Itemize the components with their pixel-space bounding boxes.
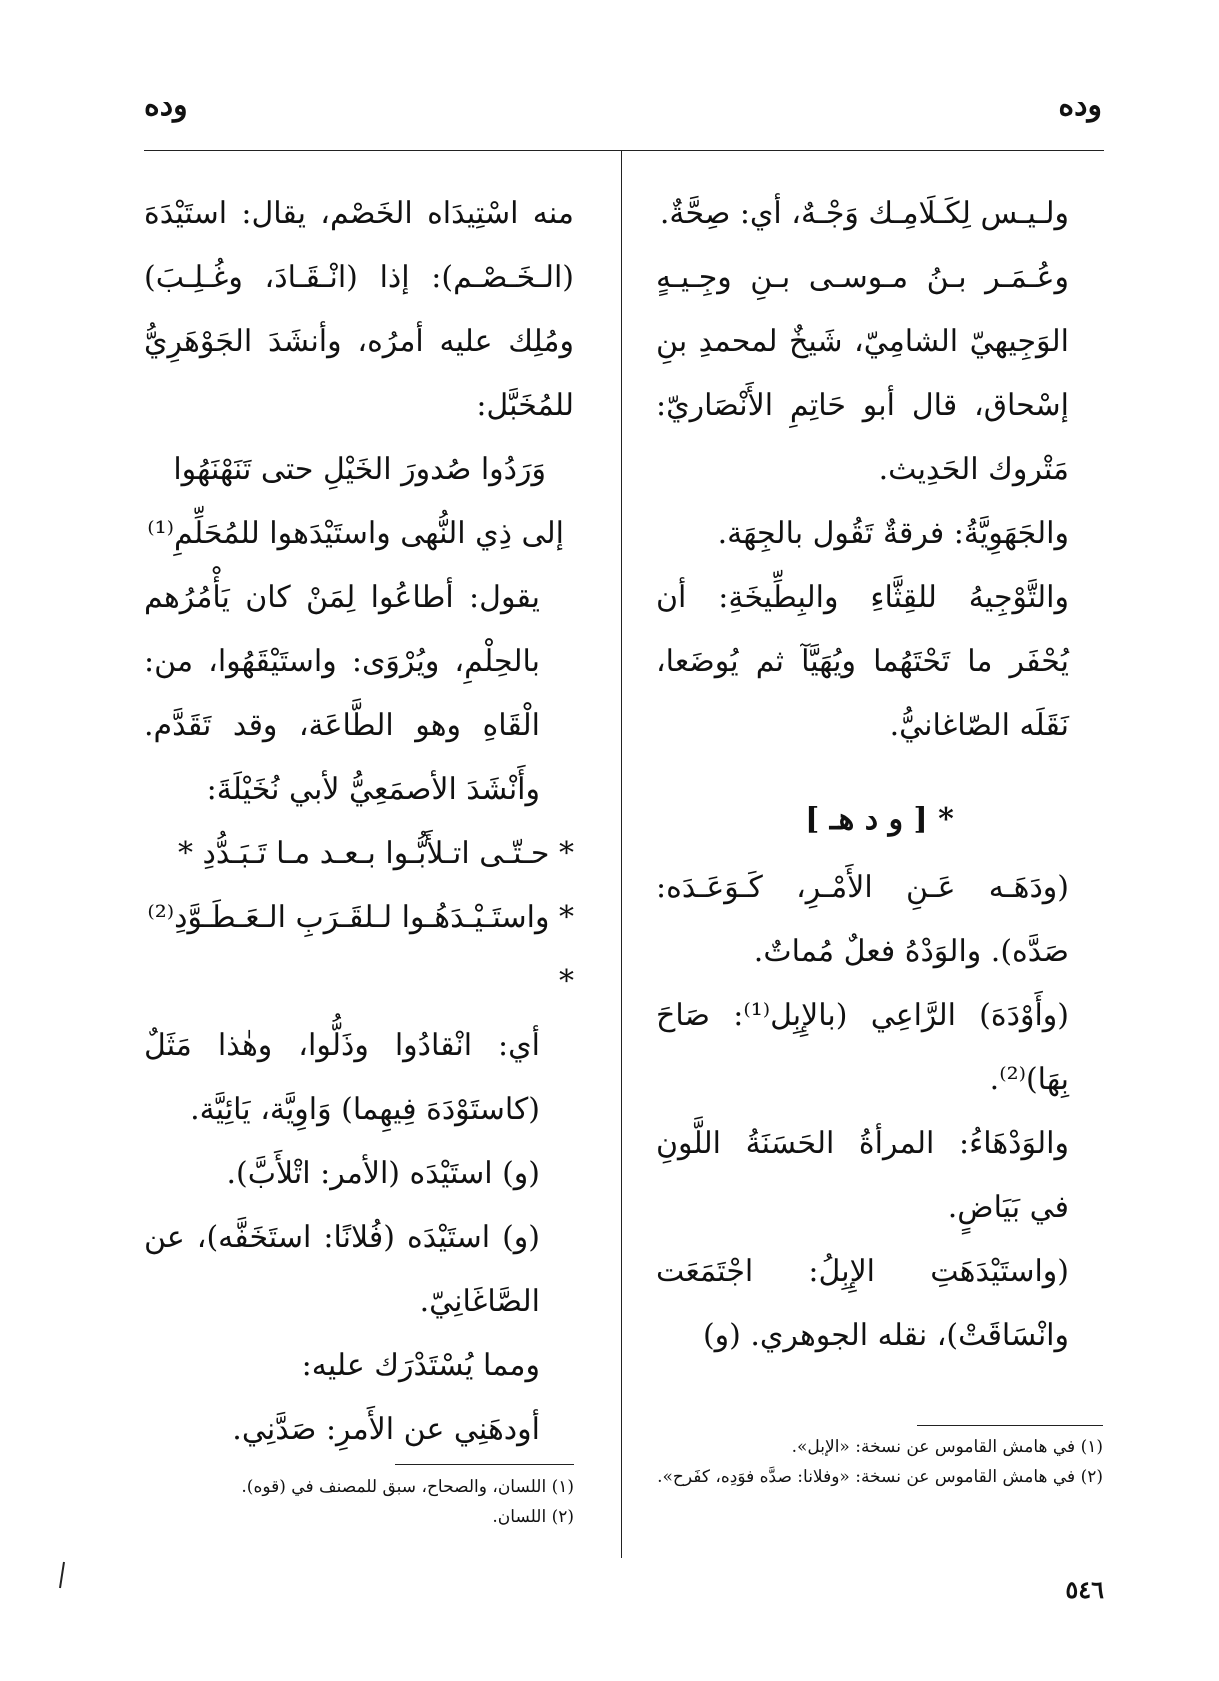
footnote: (٢) اللسان. — [492, 1507, 574, 1527]
paragraph: (واستَيْدَهَتِ الإِبِلُ: اجْتَمَعَت وانْسَاقَتْ)، نقله الجوهري. (و) — [656, 1254, 1069, 1353]
footnotes-left — [144, 1472, 574, 1532]
verse-line: وَرَدُوا صُدورَ الخَيْلِ حتى تَنَهْنَهُوا — [173, 452, 546, 487]
page-number: ٥٤٦ — [1065, 1575, 1104, 1604]
paragraph: يقول: أطاعُوا لِمَنْ كان يَأْمُرُهم بالحِلْمِ، ويُرْوَى: واستَيْقَهُوا، من: الْقَاهِ وهو الطَّاعَة، وقد تَقَدَّم. وأَنْشَدَ الأصمَعِيُّ لأبي نُخَيْلَةَ: — [144, 580, 540, 807]
paragraph: منه اسْتِيدَاه الخَصْم، يقال: استَيْدَهَ (الـخَـصْـم): إذا (انْـقَـادَ، وغُـلِـبَ) ومُلِك عليه أمرُه، وأنشَدَ الجَوْهَرِيُّ للمُخَبَّل: — [144, 196, 574, 423]
paragraph: ولـيـس لِكَـلَامِـك وَجْـهٌ، أي: صِحَّةٌ. — [659, 196, 1069, 231]
right-column — [656, 182, 1103, 1368]
column-divider — [621, 150, 622, 1558]
footnote: (١) في هامش القاموس عن نسخة: «الإبل». — [791, 1437, 1103, 1457]
rajaz-line: * حـتّـى اتـلأَبُّـوا بـعـد مـا تَـبَـدُّدِ * — [178, 836, 574, 871]
paragraph: (ودَهَـه عَـنِ الأَمْـرِ، كَـوَعَـدَه: صَدَّه). والوَدْهُ فعلٌ مُماتٌ. — [656, 870, 1069, 969]
paragraph: ومما يُسْتَدْرَك عليه: — [301, 1348, 540, 1383]
paragraph: (وأَوْدَهَ) الرَّاعِي (بالإِبِل⁽¹⁾: صَاحَ بِهَا)⁽²⁾. — [656, 998, 1069, 1097]
footnote: (١) اللسان، والصحاح، سبق للمصنف في (قوه). — [241, 1477, 574, 1497]
paragraph: والوَدْهَاءُ: المرأةُ الحَسَنَةُ اللَّونِ في بَيَاضٍ. — [656, 1126, 1069, 1225]
running-head-left: وده — [144, 88, 188, 123]
running-head-right: وده — [1058, 88, 1102, 123]
rajaz-line: * واستَـيْـدَهُـوا لـلقَـرَبِ الـعَـطَـوَّدِ⁽²⁾ * — [147, 900, 574, 999]
paragraph: والجَهَوِيَّةُ: فرقةٌ تَقُول بالجِهَة. — [717, 516, 1069, 551]
paragraph: وعُـمَـر بـنُ مـوسـى بـنِ وجِـيـهٍ الوَجِيهيّ الشامِيّ، شَيخٌ لمحمدِ بنِ إسْحاق، قال أبو حَاتِمِ الأَنْصَاريّ: مَتْروك الحَدِيث. — [656, 260, 1069, 487]
paragraph: أي: انْقادُوا وذَلُّوا، وهٰذا مَثَلٌ (كاستَوْدَهَ فِيهِما) وَاوِيَّة، يَائِيَّة. — [144, 1028, 540, 1127]
entry-title: * [ و د هـ ] — [805, 802, 954, 837]
verse-line: إلى ذِي النُّهى واستَيْدَهوا للمُحَلِّمِ⁽¹⁾ — [147, 516, 564, 551]
paragraph: أودهَنِي عن الأَمرِ: صَدَّنِي. — [232, 1412, 540, 1447]
footnote-rule-left — [395, 1464, 574, 1465]
header-rule — [144, 150, 1104, 151]
paragraph: والتَّوْجِيهُ للقِثَّاءِ والبِطِّيخَةِ: أن يُحْفَر ما تَحْتَهُما ويُهَيَّآ ثم يُوضَعا، نَقَلَه الصّاغانيُّ. — [656, 580, 1069, 743]
footnote-rule-right — [917, 1425, 1103, 1426]
paragraph: (و) استَيْدَه (فُلانًا: استَخَفَّه)، عن الصَّاغَانِيّ. — [144, 1220, 540, 1319]
footnote: (٢) في هامش القاموس عن نسخة: «وفلانا: صدَّه فوَدِه، كفَرح». — [657, 1467, 1103, 1487]
paragraph: (و) استَيْدَه (الأمر: اتْلأَبَّ). — [226, 1156, 540, 1191]
footnotes-right — [656, 1432, 1103, 1492]
left-column — [144, 182, 574, 1462]
ink-mark — [58, 1560, 66, 1590]
